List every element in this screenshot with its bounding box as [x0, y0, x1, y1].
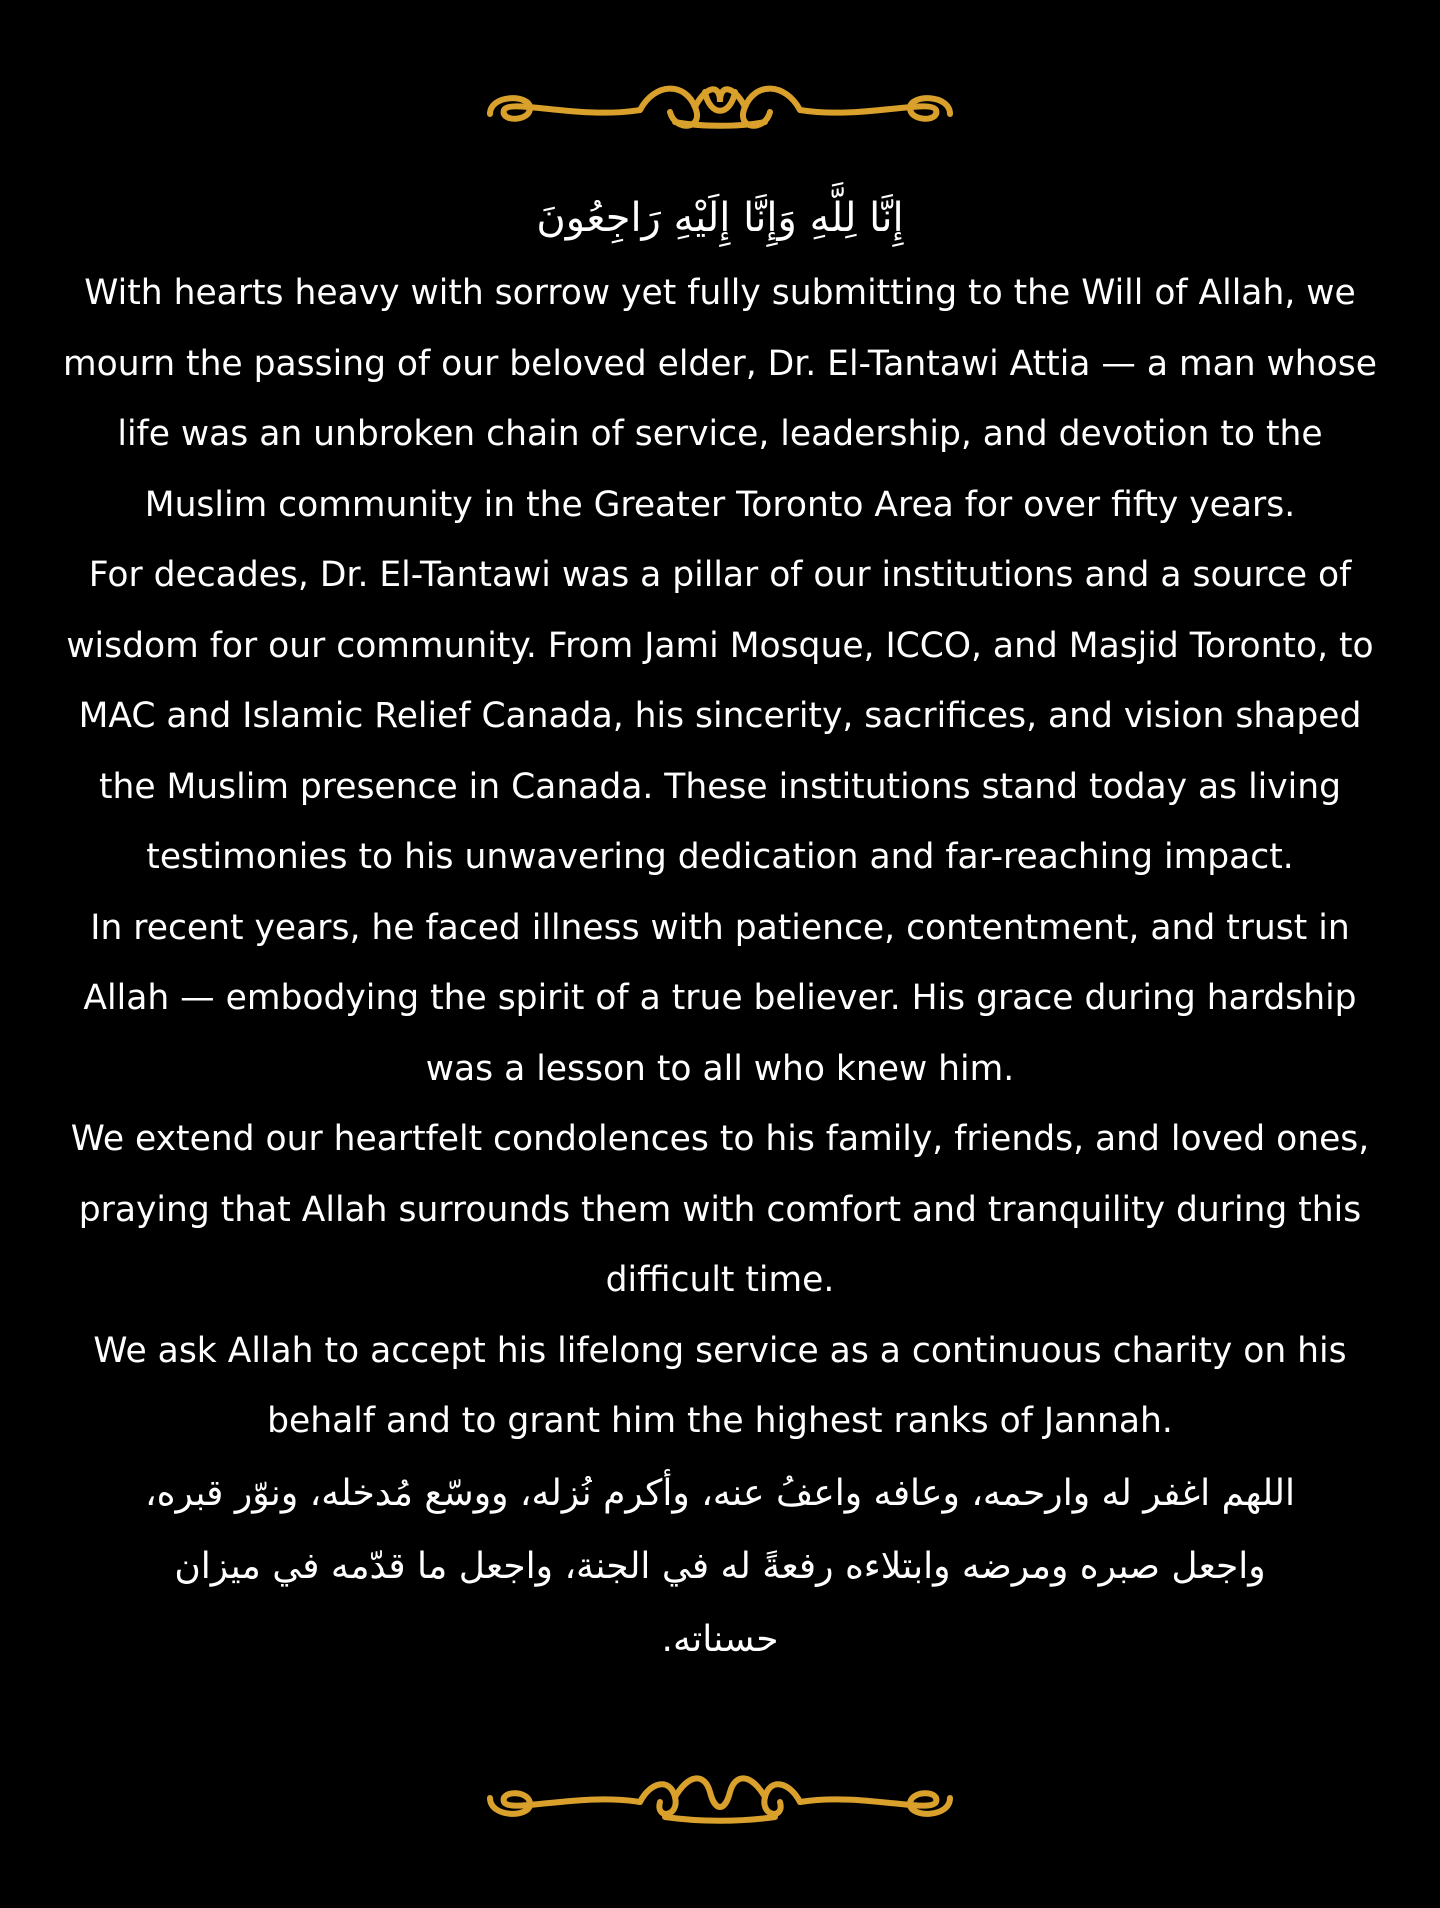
bottom-ornament: [470, 1762, 970, 1832]
paragraph-patience: In recent years, he faced illness with patience, contentment, and trust in Allah — embodying the spirit of a true believer. His grace during hardship was a lesson to all who knew him.: [83, 907, 1357, 1089]
paragraph-legacy: For decades, Dr. El-Tantawi was a pillar of our institutions and a source of wisdom for our community. From Jami Mosque, ICCO, and Masjid Toronto, to MAC and Islamic Relief Canada, his sincerity, sacrifices, and vision shaped the Muslim presence in Canada. These institutions stand today as living testimonies to his unwavering dedication and far-reaching impact.: [66, 555, 1374, 877]
paragraph-mourning: With hearts heavy with sorrow yet fully submitting to the Will of Allah, we mourn the passing of our beloved elder, Dr. El-Tantawi Attia — a man whose life was an unbroken chain of service, leadership, and devotion to the Muslim community in the Greater Toronto Area for over fifty years.: [63, 273, 1377, 525]
gold-scroll-ornament-icon: [470, 1762, 970, 1832]
paragraph-condolences: We extend our heartfelt condolences to his family, friends, and loved ones, praying that Allah surrounds them with comfort and tranquility during this difficult time.: [70, 1119, 1370, 1300]
paragraph-prayer: We ask Allah to accept his lifelong service as a continuous charity on his behalf and to grant him the highest ranks of Jannah.: [93, 1330, 1347, 1441]
istirja-heading: إِنَّا لِلَّهِ وَإِنَّا إِلَيْهِ رَاجِعُونَ: [536, 195, 904, 241]
closing-dua-arabic: اللهم اغفر له وارحمه، وعافه واعفُ عنه، وأكرم نُزله، ووسّع مُدخله، ونوّر قبره، واجعل صبره ومرضه وابتلاءه رفعةً له في الجنة، واجعل ما قدّمه في ميزان حسناته.: [144, 1472, 1296, 1660]
gold-scroll-ornament-icon: [470, 72, 970, 142]
top-ornament: [470, 72, 970, 142]
message-body: [60, 188, 1380, 1676]
